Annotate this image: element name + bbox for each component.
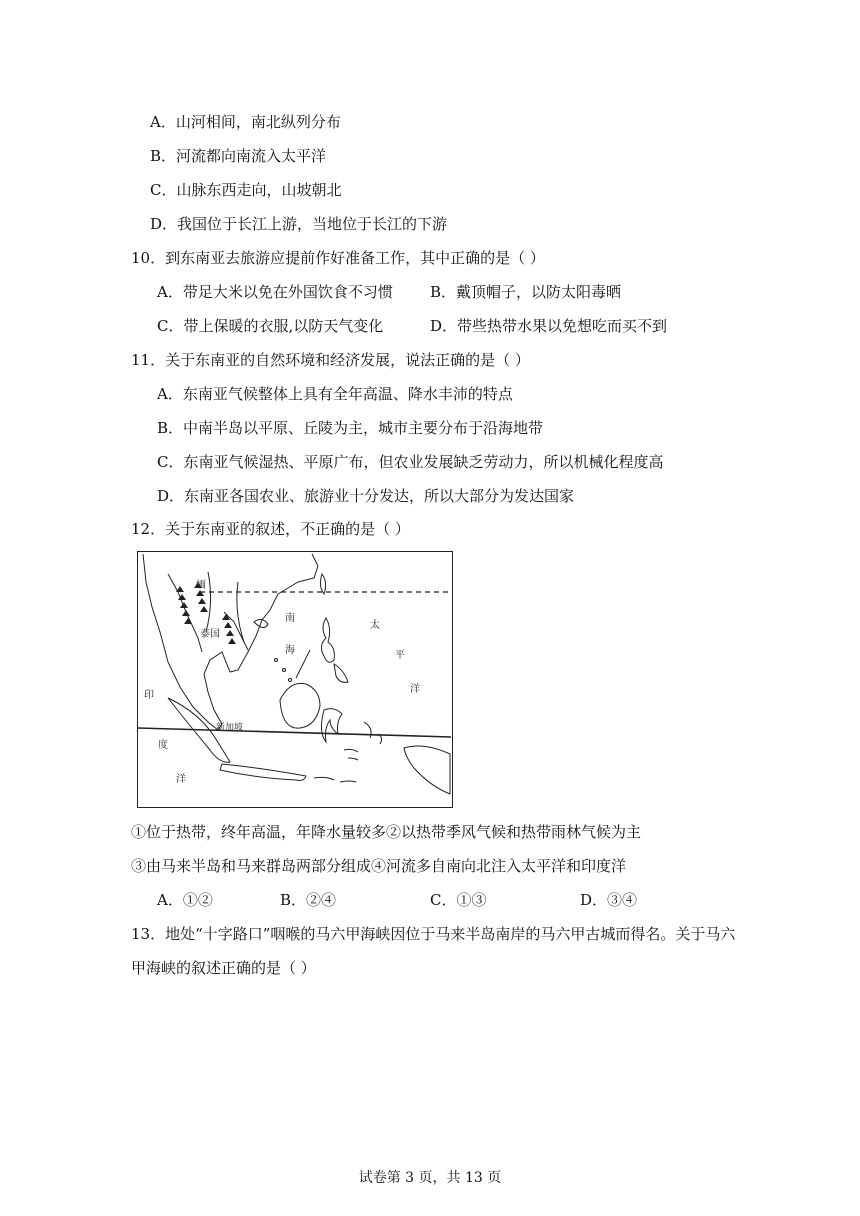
q10-option-d: D．带些热带水果以免想吃而买不到 bbox=[430, 317, 668, 335]
map-label-myanmar: 缅 bbox=[196, 580, 206, 591]
q13-stem-line2: 甲海峡的叙述正确的是（ ） bbox=[131, 959, 316, 977]
map-label-thailand: 泰国 bbox=[200, 629, 220, 640]
map-label-indian-3: 洋 bbox=[176, 774, 186, 785]
map-label-singapore: 新加坡 bbox=[216, 723, 244, 733]
q11-option-a: A．东南亚气候整体上具有全年高温、降水丰沛的特点 bbox=[157, 385, 513, 403]
map-drawing bbox=[138, 552, 451, 806]
q10-option-b: B．戴顶帽子，以防太阳毒晒 bbox=[430, 283, 622, 301]
q12-option-c: C．①③ bbox=[430, 891, 487, 909]
q9-option-c: C．山脉东西走向，山坡朝北 bbox=[150, 181, 342, 199]
q10-option-a: A．带足大米以免在外国饮食不习惯 bbox=[157, 283, 393, 301]
map-label-south: 南 bbox=[285, 613, 295, 624]
q11-option-c: C．东南亚气候湿热、平原广布，但农业发展缺乏劳动力，所以机械化程度高 bbox=[157, 453, 664, 471]
q11-stem: 11．关于东南亚的自然环境和经济发展，说法正确的是（ ） bbox=[131, 351, 530, 369]
map-label-pacific-3: 洋 bbox=[410, 684, 420, 695]
map-label-indian-2: 度 bbox=[158, 740, 168, 751]
q9-option-a: A．山河相间，南北纵列分布 bbox=[150, 113, 341, 131]
q12-option-d: D．③④ bbox=[580, 891, 638, 909]
q12-option-b: B．②④ bbox=[280, 891, 337, 909]
map-label-sea: 海 bbox=[285, 645, 295, 656]
q10-option-c: C．带上保暖的衣服,以防天气变化 bbox=[157, 317, 384, 335]
page-footer: 试卷第 3 页，共 13 页 bbox=[358, 1170, 502, 1186]
q13-stem-line1: 13．地处“十字路口”咽喉的马六甲海峡因位于马来半岛南岸的马六甲古城而得名。关于马六 bbox=[131, 925, 736, 943]
map-label-indian-1: 印 bbox=[144, 690, 154, 701]
q12-stem: 12．关于东南亚的叙述，不正确的是（ ） bbox=[131, 520, 410, 538]
q11-option-d: D．东南亚各国农业、旅游业十分发达，所以大部分为发达国家 bbox=[157, 487, 575, 505]
q12-option-a: A．①② bbox=[157, 891, 213, 909]
map-label-pacific-2: 平 bbox=[395, 650, 405, 661]
q11-option-b: B．中南半岛以平原、丘陵为主，城市主要分布于沿海地带 bbox=[157, 419, 544, 437]
q9-option-d: D．我国位于长江上游，当地位于长江的下游 bbox=[150, 215, 448, 233]
q12-statement-1: ①位于热带，终年高温，年降水量较多②以热带季风气候和热带雨林气候为主 bbox=[131, 823, 642, 841]
map-label-pacific-1: 太 bbox=[370, 620, 380, 631]
q10-stem: 10．到东南亚去旅游应提前作好准备工作，其中正确的是（ ） bbox=[131, 249, 545, 267]
q9-option-b: B．河流都向南流入太平洋 bbox=[150, 147, 327, 165]
q12-statement-2: ③由马来半岛和马来群岛两部分组成④河流多自南向北注入太平洋和印度洋 bbox=[131, 857, 627, 875]
southeast-asia-map bbox=[137, 551, 453, 808]
